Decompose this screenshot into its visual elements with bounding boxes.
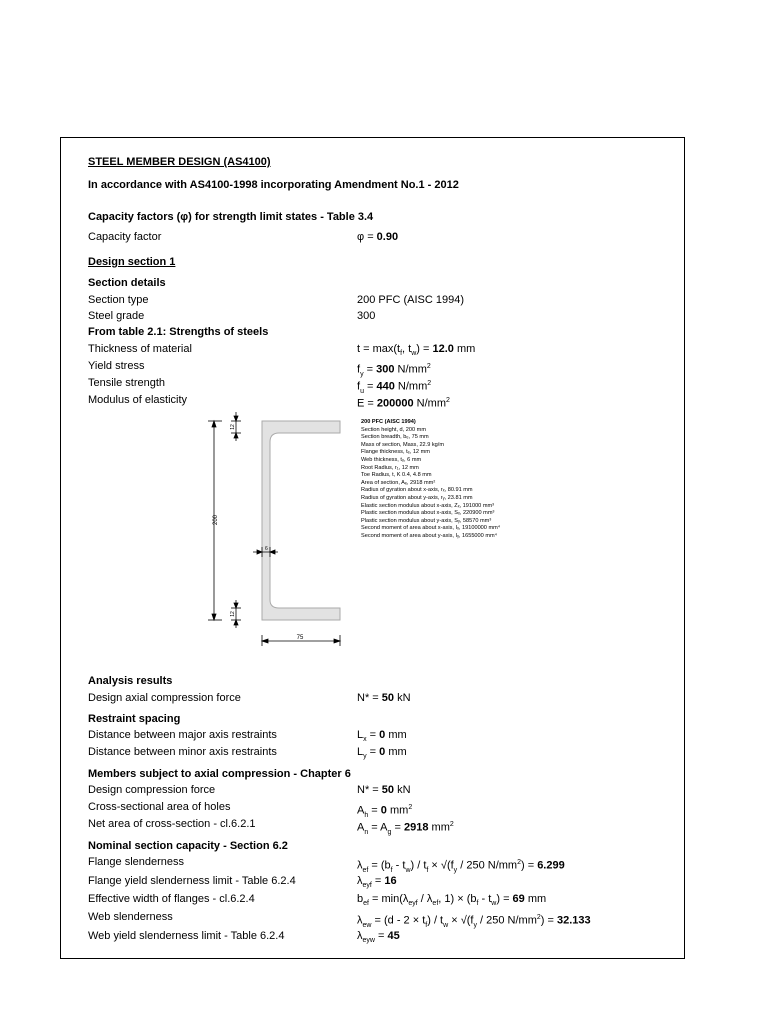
yield-value: $f_y = 300$ $N/mm^2$ xyxy=(357,363,431,378)
axial-label: Design axial compression force xyxy=(88,692,241,704)
spec-line: Section height, d, 200 mm xyxy=(361,426,426,433)
spec-line: Plastic section modulus about x-axis, Sₓ, 220900 mm³ xyxy=(361,510,495,517)
restraint-heading: Restraint spacing xyxy=(88,713,181,725)
effective-width-value: $b_{ef} = \min(\lambda_{eyf} / \lambda_{ef}$, $1) \times (b_f - t_w) = 69$ mm xyxy=(357,893,547,908)
nominal-heading: Nominal section capacity - Section 6.2 xyxy=(88,840,288,852)
major-restraint-value: $L_x = 0$ mm xyxy=(357,729,407,744)
holes-label: Cross-sectional area of holes xyxy=(88,801,231,813)
steel-grade-value: 300 xyxy=(357,310,376,322)
steel-grade-label: Steel grade xyxy=(88,310,145,322)
spec-line: Second moment of area about y-axis, Iᵧ, 1655000 mm⁴ xyxy=(361,532,498,539)
dim-bottom-flange: 12 xyxy=(230,611,236,617)
spec-line: Toe Radius, t, K 0.4, 4.8 mm xyxy=(361,472,432,479)
spec-title: 200 PFC (AISC 1994) xyxy=(361,419,416,425)
spec-line: Plastic section modulus about y-axis, Sᵧ, 58570 mm³ xyxy=(361,517,492,524)
minor-restraint-value: $L_y = 0$ mm xyxy=(357,746,407,761)
modulus-value: E = 200000 $N/mm^2$ xyxy=(357,397,450,410)
capacity-value: φ = 0.90 xyxy=(357,231,399,243)
section-details-heading: Section details xyxy=(88,277,166,289)
effective-width-label: Effective width of flanges - cl.6.2.4 xyxy=(88,893,255,905)
thickness-label: Thickness of material xyxy=(88,343,192,355)
web-slenderness-value: $\lambda_{ew} = (d - 2 \times t_f) / t_w \times √(f_y / 250$ $N/mm^2) = 32.133$ xyxy=(357,914,591,929)
tensile-label: Tensile strength xyxy=(88,377,166,389)
flange-limit-value: $\lambda_{eyf} = 16$ xyxy=(357,875,397,890)
thickness-value: $t = \max(t_f$, $t_w) = 12.0$ mm xyxy=(357,343,476,358)
tensile-value: $f_u = 440$ $N/mm^2$ xyxy=(357,380,432,395)
spec-line: Web thickness, tₒ, 6 mm xyxy=(361,456,422,463)
flange-limit-label: Flange yield slenderness limit - Table 6.2.4 xyxy=(88,875,296,887)
spec-line: Flange thickness, tₑ, 12 mm xyxy=(361,449,430,456)
web-slenderness-label: Web slenderness xyxy=(88,911,173,923)
dim-height: 200 xyxy=(213,514,219,526)
dim-top-flange: 12 xyxy=(230,424,236,430)
compression-force-label: Design compression force xyxy=(88,784,216,796)
capacity-heading: Capacity factors (φ) for strength limit states - Table 3.4 xyxy=(88,211,374,223)
spec-line: Section breadth, bₑ, 75 mm xyxy=(361,434,429,441)
spec-line: Root Radius, r₁, 12 mm xyxy=(361,464,419,471)
design-section-heading: Design section 1 xyxy=(88,256,176,268)
major-restraint-label: Distance between major axis restraints xyxy=(88,729,277,741)
document-title: STEEL MEMBER DESIGN (AS4100) xyxy=(88,156,271,168)
net-area-label: Net area of cross-section - cl.6.2.1 xyxy=(88,818,256,830)
channel-shape xyxy=(262,421,340,620)
strengths-heading: From table 2.1: Strengths of steels xyxy=(88,326,269,338)
modulus-label: Modulus of elasticity xyxy=(88,394,188,406)
compression-heading: Members subject to axial compression - Chapter 6 xyxy=(88,768,351,780)
analysis-heading: Analysis results xyxy=(88,675,173,687)
section-type-value: 200 PFC (AISC 1994) xyxy=(357,294,464,306)
spec-line: Radius of gyration about x-axis, rₓ, 80.91 mm xyxy=(361,487,473,494)
flange-slenderness-value: $\lambda_{ef} = (b_f - t_w) / t_f \times √(f_y / 250$ $N/mm^2) = 6.299$ xyxy=(357,859,565,874)
axial-value: N* = 50 kN xyxy=(357,692,411,704)
yield-label: Yield stress xyxy=(88,360,145,372)
dim-web: 6 xyxy=(265,546,268,552)
section-properties xyxy=(361,419,500,541)
holes-value: $A_h = 0$ $mm^2$ xyxy=(357,804,413,819)
section-type-label: Section type xyxy=(88,294,149,306)
spec-line: Radius of gyration about y-axis, rᵧ, 23.81 mm xyxy=(361,494,473,501)
minor-restraint-label: Distance between minor axis restraints xyxy=(88,746,277,758)
spec-line: Second moment of area about x-axis, Iₓ, 19100000 mm⁴ xyxy=(361,525,501,532)
flange-slenderness-label: Flange slenderness xyxy=(88,856,185,868)
spec-line: Mass of section, Mass, 22.9 kg/m xyxy=(361,441,445,448)
net-area-value: $A_n = A_g = 2918$ $mm^2$ xyxy=(357,821,454,836)
compression-force-value: N* = 50 kN xyxy=(357,784,411,796)
web-limit-label: Web yield slenderness limit - Table 6.2.4 xyxy=(88,930,285,942)
spec-line: Area of section, Aₑ, 2918 mm² xyxy=(361,479,436,486)
dim-width: 75 xyxy=(296,635,304,641)
document-subtitle: In accordance with AS4100-1998 incorporating Amendment No.1 - 2012 xyxy=(88,179,459,191)
spec-line: Elastic section modulus about x-axis, Zₓ, 191000 mm³ xyxy=(361,502,495,509)
capacity-label: Capacity factor xyxy=(88,231,162,243)
web-limit-value: $\lambda_{eyw} = 45$ xyxy=(357,930,400,945)
